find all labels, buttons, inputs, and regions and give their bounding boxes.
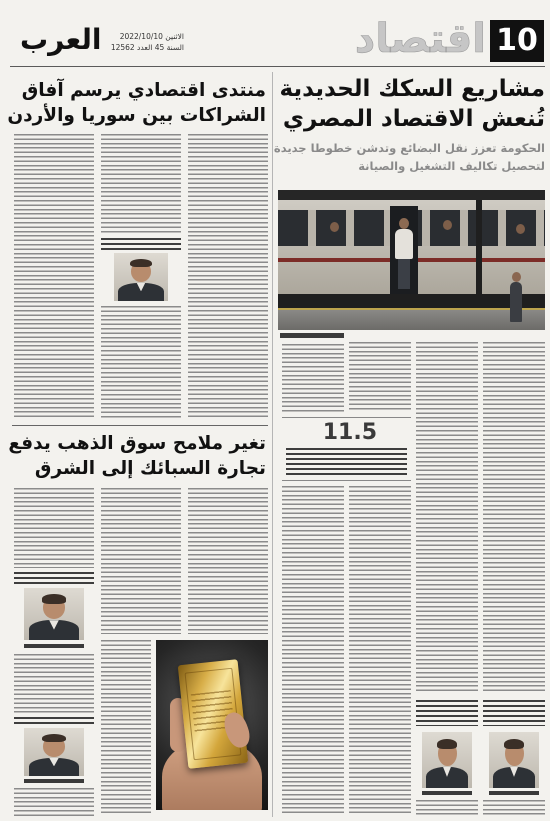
body-text-column — [416, 342, 478, 694]
rail-headline-line: مشاريع السكك الحديدية — [279, 76, 545, 102]
platform-edge — [278, 308, 545, 310]
gold-bar-photo — [156, 640, 268, 810]
rail-subhead — [273, 139, 545, 175]
gold-headline-line: تغير ملامح سوق الذهب يدفع — [8, 433, 266, 454]
portrait-hair — [437, 739, 457, 749]
body-text-column — [14, 654, 94, 714]
dateline — [98, 31, 184, 53]
photo-caption — [280, 333, 344, 338]
portrait-name — [24, 779, 84, 783]
section-title: اقتصاد — [354, 16, 486, 62]
body-text-column — [282, 486, 344, 816]
body-text-column — [101, 488, 181, 634]
body-text-column — [282, 344, 344, 412]
body-text-column — [101, 640, 151, 816]
portrait-name — [24, 644, 84, 648]
station-roof — [278, 190, 545, 200]
portrait-photo — [489, 732, 539, 788]
portrait-caption — [101, 238, 181, 250]
rail-subhead-line: الحكومة تعزز نقل البضائع وتدشن خطوطا جديدة — [273, 141, 545, 155]
syria-headline-line: منتدى اقتصادي يرسم آفاق — [21, 80, 266, 101]
passenger-legs — [398, 259, 410, 289]
syria-headline-line: الشراكات بين سوريا والأردن — [7, 105, 266, 126]
pull-quote-text — [286, 448, 407, 476]
pull-quote — [282, 417, 411, 481]
rail-subhead-line: لتحصيل تكاليف التشغيل والصيانة — [358, 159, 545, 173]
body-text-column — [349, 486, 411, 816]
article-divider — [12, 425, 268, 426]
train-undercarriage — [278, 294, 545, 308]
platform-person — [510, 282, 522, 322]
train-car — [278, 200, 545, 294]
rail-headline — [281, 74, 545, 134]
pull-quote-number: 11.5 — [322, 420, 377, 445]
page-number: 10 — [490, 20, 544, 62]
issue-number: السنة 45 العدد 12562 — [110, 43, 184, 52]
body-text-column — [483, 342, 545, 694]
passenger-head — [399, 218, 409, 229]
passenger — [443, 220, 452, 230]
portrait-photo — [24, 728, 84, 776]
portrait-caption — [416, 700, 478, 726]
column-divider — [272, 72, 273, 817]
body-text-column — [101, 306, 181, 420]
body-text-column — [101, 134, 181, 234]
portrait-hair — [504, 739, 524, 749]
syria-headline — [7, 78, 266, 128]
portrait-hair — [42, 594, 66, 603]
portrait-name — [422, 791, 472, 795]
body-text-column — [416, 800, 478, 816]
header-rule — [10, 66, 545, 67]
portrait-photo — [114, 253, 168, 301]
car-coupling — [476, 200, 482, 306]
portrait-name — [489, 791, 539, 795]
passenger — [330, 222, 339, 232]
body-text-column — [14, 788, 94, 816]
train-door — [390, 206, 418, 294]
portrait-hair — [42, 734, 66, 743]
issue-date: الاثنين 2022/10/10 — [119, 32, 184, 41]
gold-headline — [8, 431, 266, 481]
body-text-column — [483, 800, 545, 816]
body-text-column — [14, 488, 94, 568]
platform-person-head — [512, 272, 521, 282]
body-text-column — [188, 134, 268, 420]
rail-headline-line: تُنعش الاقتصاد المصري — [282, 106, 545, 132]
body-text-column — [349, 342, 411, 412]
platform — [278, 308, 545, 330]
portrait-caption — [483, 700, 545, 726]
portrait-hair — [130, 259, 152, 268]
portrait-photo — [24, 588, 84, 640]
newspaper-logo: العرب — [20, 23, 102, 56]
portrait-caption — [14, 717, 94, 725]
gold-headline-line: تجارة السبائك إلى الشرق — [34, 458, 266, 479]
body-text-column — [14, 134, 94, 420]
passenger — [516, 224, 525, 234]
body-text-column — [188, 488, 268, 634]
passenger-torso — [395, 229, 413, 259]
portrait-photo — [422, 732, 472, 788]
train-photo — [278, 190, 545, 330]
portrait-caption — [14, 572, 94, 584]
